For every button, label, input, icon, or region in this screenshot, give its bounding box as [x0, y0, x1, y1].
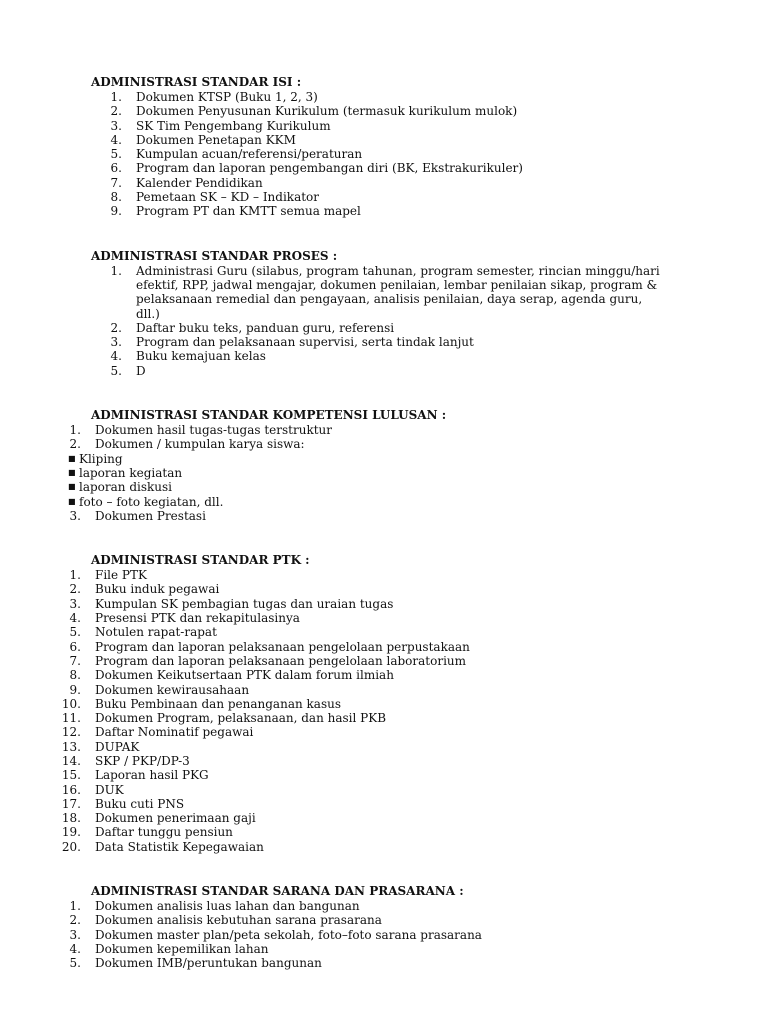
item-text: Program PT dan KMTT semua mapel — [136, 204, 361, 219]
section-heading: ADMINISTRASI STANDAR PROSES : — [91, 248, 338, 263]
list-item — [0, 133, 768, 147]
item-number: 18. — [61, 811, 81, 826]
item-number: 5. — [110, 363, 122, 378]
list-item — [0, 840, 768, 854]
bullet-item — [0, 480, 768, 494]
section-standar-isi — [0, 75, 768, 219]
square-bullet-icon: ■ — [68, 482, 76, 492]
section-heading: ADMINISTRASI STANDAR ISI : — [91, 75, 302, 89]
item-number: 2. — [110, 104, 122, 119]
list-item — [0, 825, 768, 839]
item-number: 11. — [61, 711, 81, 726]
section-standar-sarana-prasarana — [0, 884, 768, 970]
item-number: 3. — [110, 335, 122, 350]
item-text: Dokumen analisis kebutuhan sarana prasarana — [95, 913, 382, 928]
item-number: 6. — [69, 639, 81, 654]
list-item — [0, 942, 768, 956]
list-item — [0, 321, 768, 335]
list-item — [0, 668, 768, 682]
list-item — [0, 104, 768, 118]
item-number: 6. — [110, 161, 122, 176]
item-text: Program dan laporan pengembangan diri (BK, Ekstrakurikuler) — [136, 161, 523, 176]
item-text: Laporan hasil PKG — [95, 768, 209, 783]
list-item — [0, 913, 768, 927]
list-item — [0, 509, 768, 523]
list-item — [0, 754, 768, 768]
item-text: Dokumen kepemilikan lahan — [95, 941, 269, 956]
item-text: Kumpulan SK pembagian tugas dan uraian tugas — [95, 596, 394, 611]
item-number: 8. — [69, 668, 81, 683]
item-number: 9. — [69, 682, 81, 697]
list-item — [0, 204, 768, 218]
item-text: Dokumen IMB/peruntukan bangunan — [95, 956, 322, 971]
item-number: 1. — [69, 423, 81, 438]
square-bullet-icon: ■ — [68, 467, 76, 477]
item-text: Dokumen penerimaan gaji — [95, 811, 256, 826]
item-text: Notulen rapat-rapat — [95, 625, 217, 640]
list-item — [0, 568, 768, 582]
section-standar-ptk — [0, 553, 768, 854]
list-item — [0, 797, 768, 811]
section-standar-kompetensi-lulusan — [0, 408, 768, 523]
item-number: 20. — [61, 839, 81, 854]
item-number: 5. — [110, 147, 122, 162]
list-item — [0, 582, 768, 596]
item-text: Dokumen Keikutsertaan PTK dalam forum ilmiah — [95, 668, 394, 683]
item-text: DUPAK — [95, 739, 140, 754]
section-standar-proses — [0, 249, 768, 378]
item-number: 1. — [110, 90, 122, 104]
list-item — [0, 783, 768, 797]
item-text: Dokumen analisis luas lahan dan bangunan — [95, 899, 360, 914]
bullet-text: laporan diskusi — [79, 480, 173, 495]
item-number: 13. — [61, 739, 81, 754]
list-item — [0, 811, 768, 825]
item-text: Dokumen KTSP (Buku 1, 2, 3) — [136, 90, 318, 104]
list-item — [0, 711, 768, 725]
item-number: 3. — [110, 118, 122, 133]
item-number: 10. — [61, 696, 81, 711]
item-text: Dokumen master plan/peta sekolah, foto–foto sarana prasarana — [95, 927, 482, 942]
item-number: 15. — [61, 768, 81, 783]
list-item — [0, 625, 768, 639]
section-heading: ADMINISTRASI STANDAR KOMPETENSI LULUSAN : — [91, 408, 447, 423]
item-text: Dokumen hasil tugas-tugas terstruktur — [95, 423, 333, 438]
list-item — [0, 928, 768, 942]
list-item — [0, 119, 768, 133]
list-item — [0, 654, 768, 668]
item-number: 3. — [69, 596, 81, 611]
item-text: Buku induk pegawai — [95, 582, 220, 597]
item-number: 14. — [61, 753, 81, 768]
item-number: 1. — [69, 899, 81, 914]
item-text: Daftar tunggu pensiun — [95, 825, 233, 840]
item-number: 4. — [110, 349, 122, 364]
item-number: 19. — [61, 825, 81, 840]
bullet-item — [0, 495, 768, 509]
list-item — [0, 611, 768, 625]
section-heading: ADMINISTRASI STANDAR SARANA DAN PRASARANA : — [91, 884, 464, 899]
item-text: Dokumen / kumpulan karya siswa: — [95, 437, 305, 452]
item-text: File PTK — [95, 568, 147, 583]
item-text: Dokumen Penyusunan Kurikulum (termasuk kurikulum mulok) — [136, 104, 518, 119]
list-item — [0, 956, 768, 970]
bullet-text: laporan kegiatan — [79, 465, 183, 480]
item-number: 8. — [110, 190, 122, 205]
list-item — [0, 640, 768, 654]
bullet-item — [0, 452, 768, 466]
item-number: 2. — [69, 913, 81, 928]
item-text: Program dan laporan pelaksanaan pengelolaan perpustakaan — [95, 639, 470, 654]
item-text: Buku cuti PNS — [95, 796, 185, 811]
list-item — [0, 147, 768, 161]
list-item — [0, 697, 768, 711]
item-text: Buku kemajuan kelas — [136, 349, 266, 364]
square-bullet-icon: ■ — [68, 453, 76, 463]
item-number: 1. — [69, 568, 81, 583]
item-number: 5. — [69, 956, 81, 971]
item-number: 3. — [69, 927, 81, 942]
item-text: Daftar Nominatif pegawai — [95, 725, 254, 740]
item-number: 3. — [69, 508, 81, 523]
item-number: 7. — [110, 175, 122, 190]
document-page — [0, 75, 768, 986]
bullet-item — [0, 466, 768, 480]
list-item — [0, 335, 768, 349]
item-number: 17. — [61, 796, 81, 811]
item-text: Dokumen Program, pelaksanaan, dan hasil PKB — [95, 711, 387, 726]
item-text: Data Statistik Kepegawaian — [95, 839, 264, 854]
list-item — [0, 190, 768, 204]
item-number: 12. — [61, 725, 81, 740]
section-heading: ADMINISTRASI STANDAR PTK : — [91, 553, 310, 568]
list-item — [0, 161, 768, 175]
item-text: Dokumen kewirausahaan — [95, 682, 250, 697]
item-number: 4. — [69, 611, 81, 626]
list-item — [0, 899, 768, 913]
item-text: Dokumen Penetapan KKM — [136, 132, 296, 147]
item-text: Administrasi Guru (silabus, program tahunan, program semester, rincian minggu/hari efektif, RPP, jadwal mengajar, dokumen penilaian, lembar penilaian sikap, program & pelaksanaan remedial dan pengayaan, analisis penilaian, daya serap, agenda guru, dll.) — [136, 263, 660, 321]
list-item — [0, 176, 768, 190]
item-number: 2. — [110, 320, 122, 335]
item-text: Program dan laporan pelaksanaan pengelolaan laboratorium — [95, 653, 467, 668]
item-number: 2. — [69, 582, 81, 597]
item-text: D — [136, 363, 146, 378]
item-text: Kumpulan acuan/referensi/peraturan — [136, 147, 363, 162]
item-text: Daftar buku teks, panduan guru, referensi — [136, 320, 395, 335]
item-text: Program dan pelaksanaan supervisi, serta tindak lanjut — [136, 335, 474, 350]
list-item — [0, 768, 768, 782]
list-item — [0, 437, 768, 451]
square-bullet-icon: ■ — [68, 496, 76, 506]
list-item — [0, 264, 768, 321]
item-number: 7. — [69, 653, 81, 668]
list-item — [0, 90, 768, 104]
item-text: Kalender Pendidikan — [136, 175, 263, 190]
item-text: SKP / PKP/DP-3 — [95, 753, 190, 768]
list-item — [0, 364, 768, 378]
item-number: 4. — [69, 941, 81, 956]
bullet-text: Kliping — [79, 451, 123, 466]
item-text: Presensi PTK dan rekapitulasinya — [95, 611, 300, 626]
item-text: Buku Pembinaan dan penanganan kasus — [95, 696, 341, 711]
item-number: 1. — [110, 263, 122, 278]
item-text: Pemetaan SK – KD – Indikator — [136, 190, 320, 205]
list-item — [0, 349, 768, 363]
list-item — [0, 740, 768, 754]
list-item — [0, 597, 768, 611]
item-text: Dokumen Prestasi — [95, 508, 206, 523]
item-number: 2. — [69, 437, 81, 452]
bullet-text: foto – foto kegiatan, dll. — [79, 494, 224, 509]
item-number: 5. — [69, 625, 81, 640]
item-text: SK Tim Pengembang Kurikulum — [136, 118, 331, 133]
list-item — [0, 683, 768, 697]
item-text: DUK — [95, 782, 124, 797]
item-number: 16. — [61, 782, 81, 797]
item-number: 9. — [110, 204, 122, 219]
list-item — [0, 725, 768, 739]
list-item — [0, 423, 768, 437]
item-number: 4. — [110, 132, 122, 147]
